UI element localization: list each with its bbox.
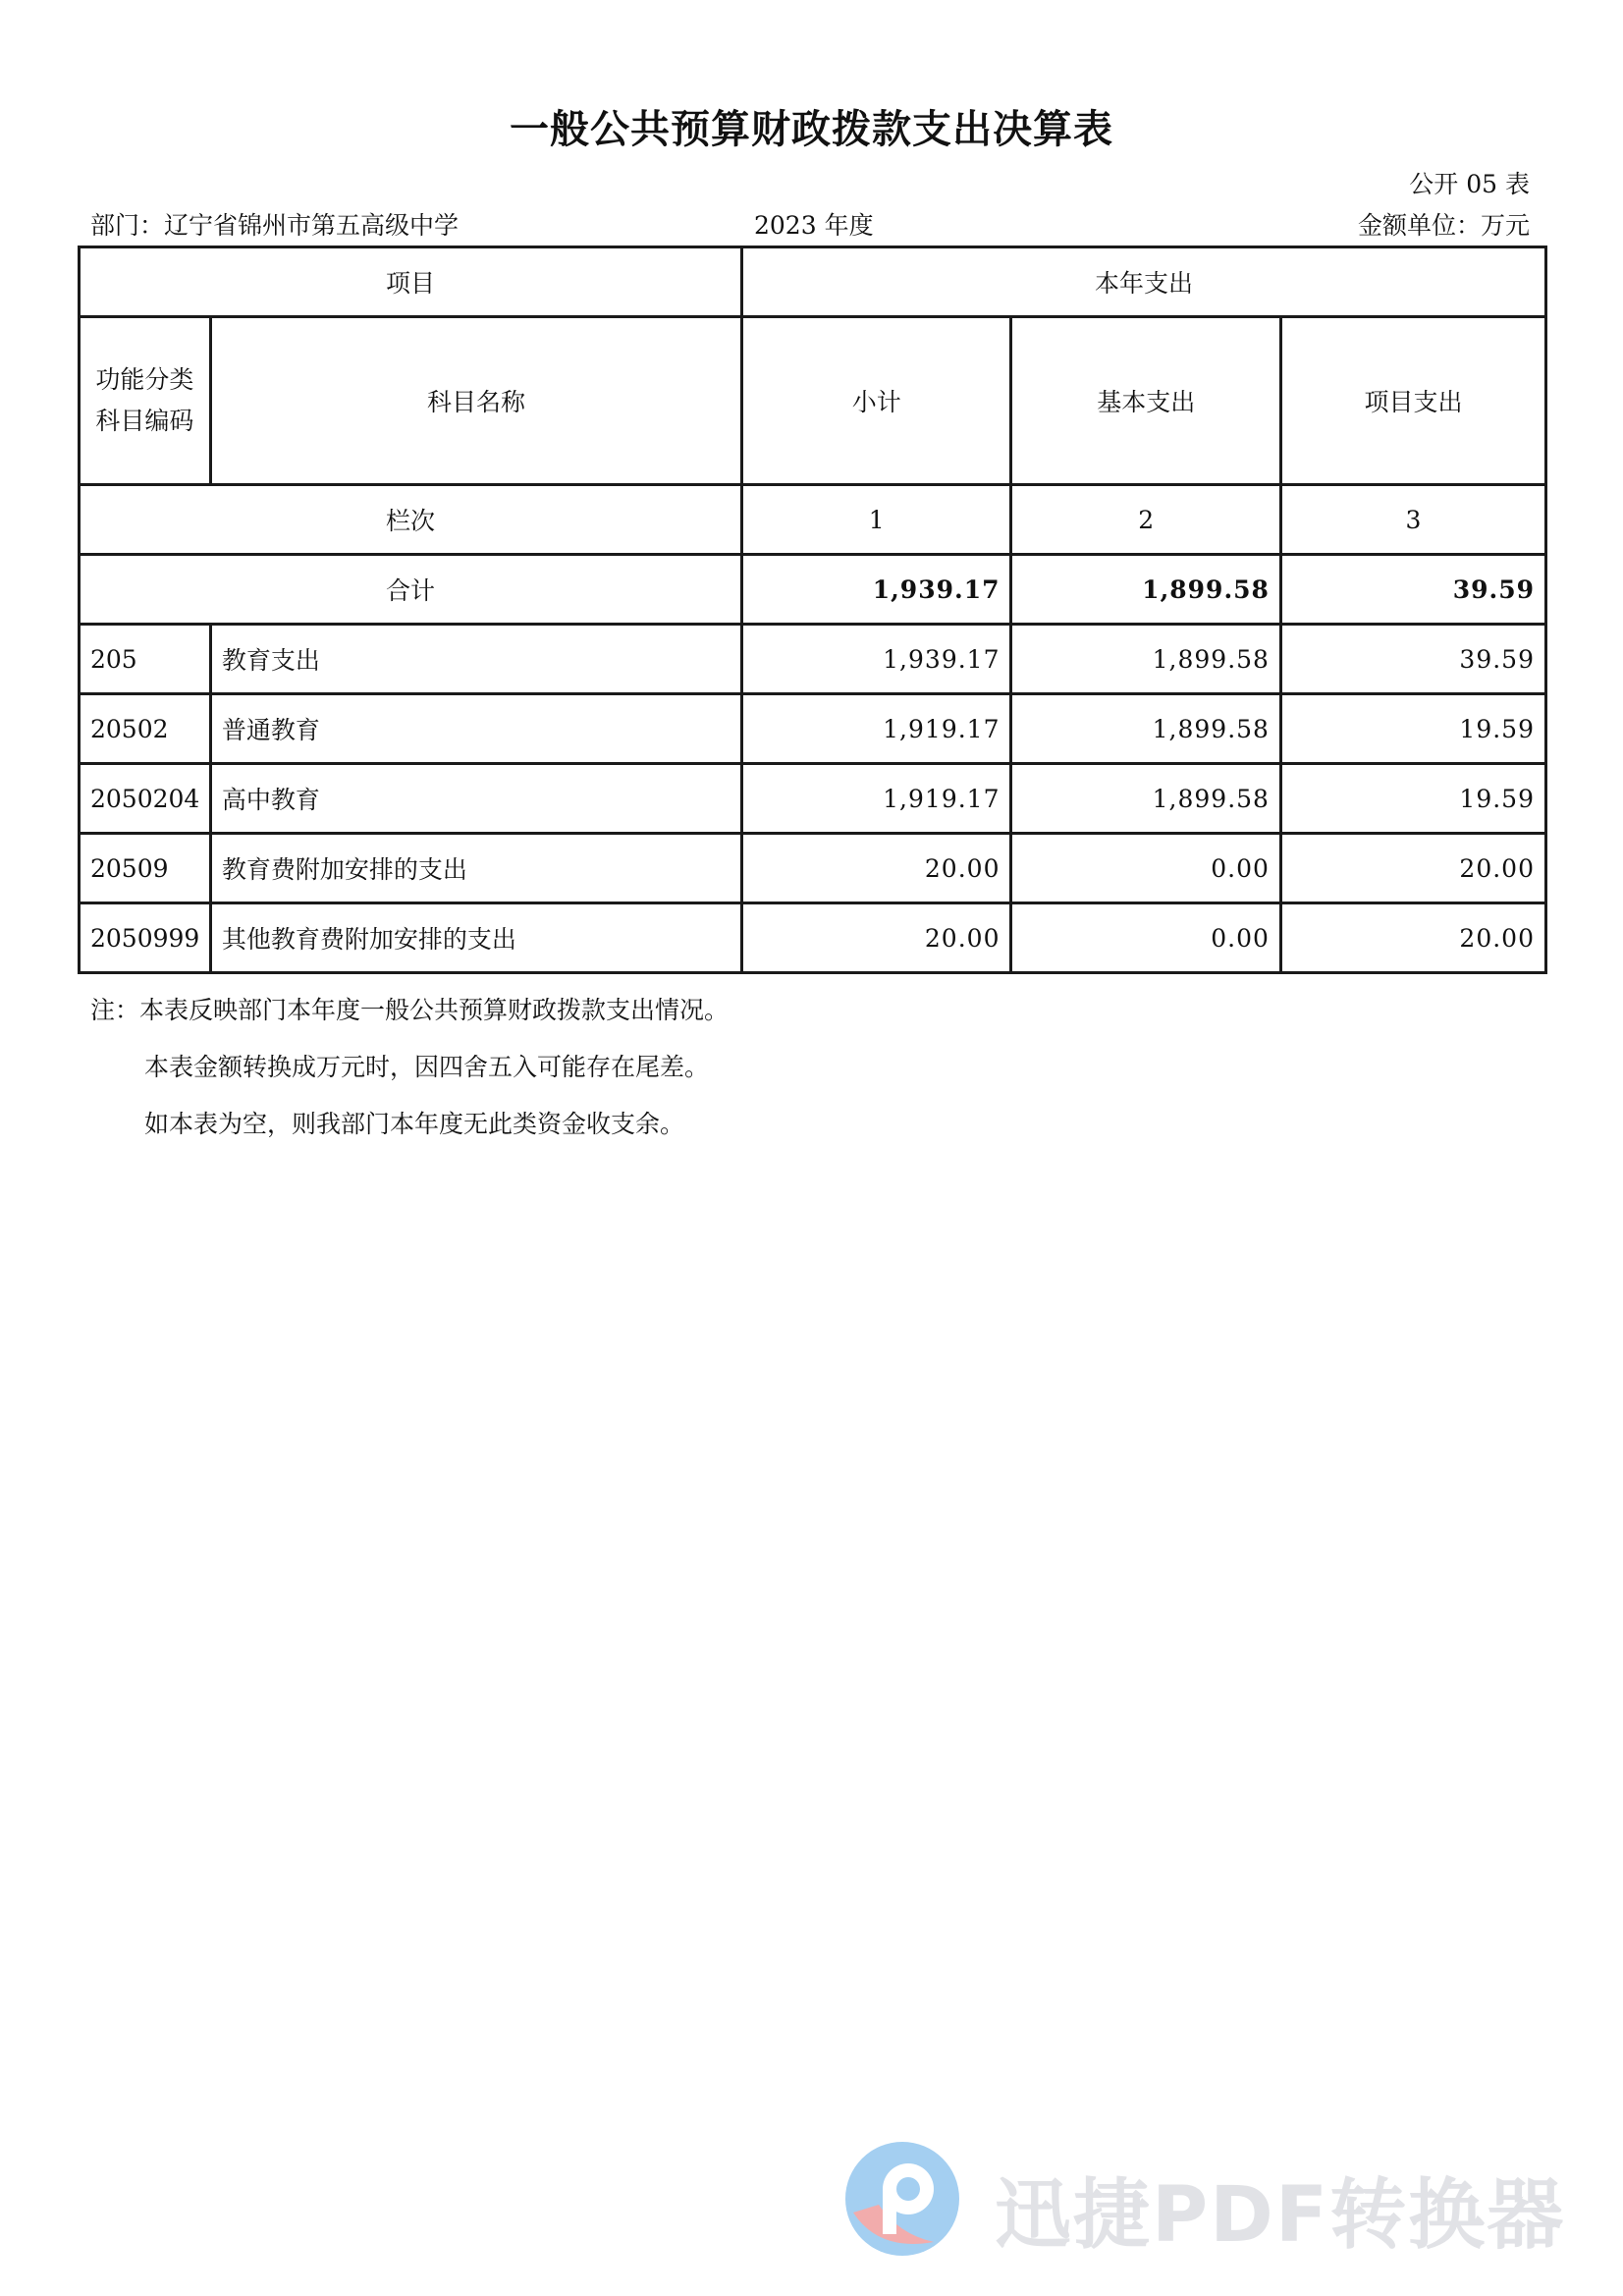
header-project: 项目	[80, 247, 742, 317]
table-row	[80, 903, 1546, 973]
header-name: 科目名称	[210, 317, 741, 485]
row-subtotal: 1,939.17	[742, 625, 1011, 694]
column-index-row	[80, 485, 1546, 555]
row-code: 20509	[80, 834, 211, 903]
table-row	[80, 764, 1546, 834]
note-2: 本表金额转换成万元时，因四舍五入可能存在尾差。	[144, 1053, 710, 1081]
fiscal-year: 2023 年度	[754, 211, 874, 240]
watermark	[839, 2136, 1566, 2260]
row-project: 20.00	[1280, 834, 1545, 903]
row-subtotal: 20.00	[742, 903, 1011, 973]
row-code: 2050204	[80, 764, 211, 834]
total-subtotal: 1,939.17	[742, 555, 1011, 625]
header-subtotal: 小计	[742, 317, 1011, 485]
header-row-2	[80, 317, 1546, 485]
row-subtotal: 1,919.17	[742, 764, 1011, 834]
column-index-label: 栏次	[80, 485, 742, 555]
header-code	[80, 317, 211, 485]
table-row	[80, 834, 1546, 903]
amount-unit: 金额单位：万元	[1357, 211, 1530, 240]
header-project-expenditure: 项目支出	[1280, 317, 1545, 485]
row-code: 2050999	[80, 903, 211, 973]
row-project: 19.59	[1280, 764, 1545, 834]
row-name: 普通教育	[210, 694, 741, 764]
expenditure-table	[78, 246, 1547, 974]
row-project: 20.00	[1280, 903, 1545, 973]
xunjie-pdf-logo-icon	[839, 2136, 965, 2262]
header-code-line1: 功能分类	[95, 365, 194, 394]
page-title: 一般公共预算财政拨款支出决算表	[510, 107, 1113, 152]
row-name: 其他教育费附加安排的支出	[210, 903, 741, 973]
header-code-line2: 科目编码	[95, 407, 194, 435]
row-basic: 0.00	[1011, 834, 1280, 903]
row-project: 19.59	[1280, 694, 1545, 764]
header-row-1	[80, 247, 1546, 317]
header-current-year: 本年支出	[742, 247, 1546, 317]
row-name: 教育费附加安排的支出	[210, 834, 741, 903]
column-index-3: 3	[1280, 485, 1545, 555]
row-project: 39.59	[1280, 625, 1545, 694]
column-index-1: 1	[742, 485, 1011, 555]
table-row	[80, 694, 1546, 764]
column-index-2: 2	[1011, 485, 1280, 555]
row-basic: 1,899.58	[1011, 764, 1280, 834]
row-basic: 0.00	[1011, 903, 1280, 973]
row-name: 教育支出	[210, 625, 741, 694]
row-basic: 1,899.58	[1011, 694, 1280, 764]
total-label: 合计	[80, 555, 742, 625]
watermark-text: 迅捷PDF转换器	[995, 2171, 1566, 2260]
department-label: 部门：辽宁省锦州市第五高级中学	[90, 211, 460, 240]
row-subtotal: 20.00	[742, 834, 1011, 903]
table-row	[80, 625, 1546, 694]
note-3: 如本表为空，则我部门本年度无此类资金收支余。	[144, 1110, 685, 1138]
table-notes	[90, 982, 729, 1153]
header-basic: 基本支出	[1011, 317, 1280, 485]
row-code: 205	[80, 625, 211, 694]
row-code: 20502	[80, 694, 211, 764]
form-code: 公开 05 表	[1409, 170, 1530, 198]
total-row	[80, 555, 1546, 625]
total-project: 39.59	[1280, 555, 1545, 625]
note-1: 注：本表反映部门本年度一般公共预算财政拨款支出情况。	[90, 996, 730, 1024]
row-subtotal: 1,919.17	[742, 694, 1011, 764]
total-basic: 1,899.58	[1011, 555, 1280, 625]
row-name: 高中教育	[210, 764, 741, 834]
row-basic: 1,899.58	[1011, 625, 1280, 694]
